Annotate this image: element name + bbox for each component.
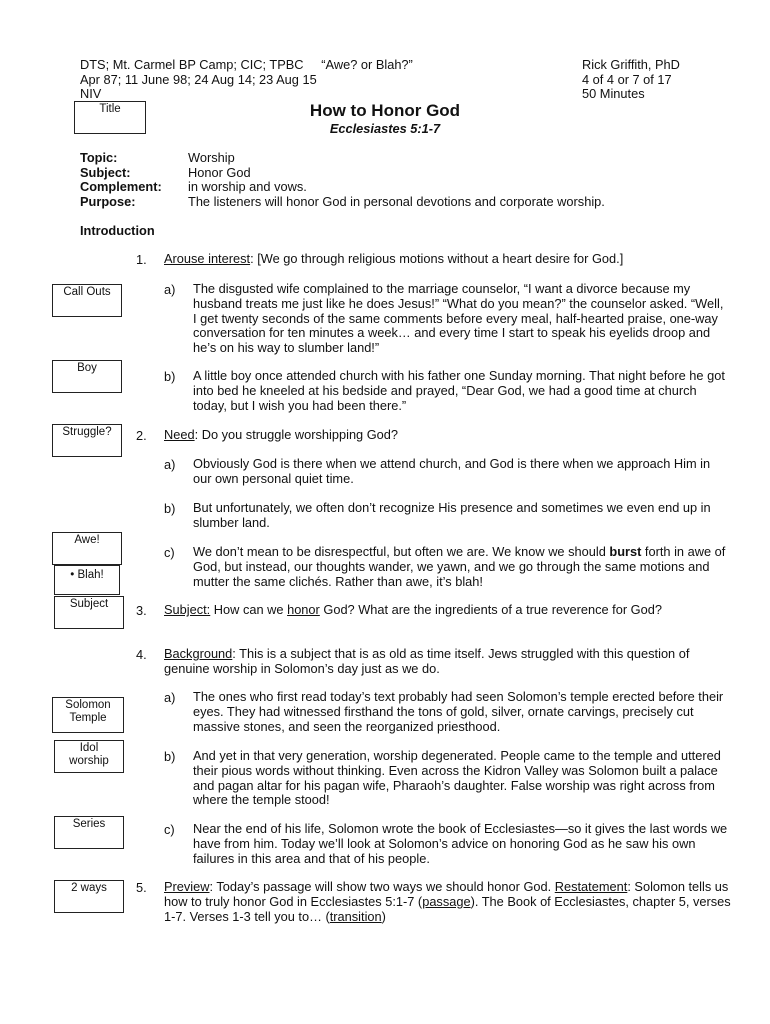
point-number: 4. (136, 647, 147, 662)
margin-box-title: Title (74, 101, 146, 134)
purpose-label: Purpose: (80, 193, 136, 209)
margin-box-call-outs: Call Outs (52, 284, 122, 317)
header-author: Rick Griffith, PhD (582, 57, 680, 72)
header-version: NIV (80, 86, 102, 101)
subpoint-boy-story: A little boy once attended church with his father one Sunday morning. That night before he got into bed he kneeled at his bedside and prayed, “Dear God, we had a good time at church today, but I wish you had been there.” (193, 368, 725, 413)
margin-box-series: Series (54, 816, 124, 849)
point-number: 5. (136, 880, 147, 895)
point-background: Background: This is a subject that is as old as time itself. Jews struggled with this question of genuine worship in Solomon’s day just as we do. (164, 646, 690, 676)
subpoint-letter: c) (164, 545, 175, 560)
point-subject: Subject: How can we honor God? What are the ingredients of a true reverence for God? (164, 602, 662, 617)
subpoint-letter: a) (164, 282, 176, 297)
header-part: 4 of 4 or 7 of 17 (582, 71, 672, 87)
header-venues: DTS; Mt. Carmel BP Camp; CIC; TPBC “Awe? or Blah?” (80, 57, 413, 72)
point-number: 1. (136, 252, 147, 267)
subpoint-divorce-story: The disgusted wife complained to the marriage counselor, “I want a divorce because my husband treats me just like he does Jesus!” “What do you mean?” the counselor asked. “Well, I get twenty seconds of the same comments before every meal, half-hearted praise, one-way conversation for ten minutes a week… and every time I start to speak his eyelids droop and he’s on his way to slumber land!” (193, 281, 724, 356)
margin-box-boy: Boy (52, 360, 122, 393)
subpoint-letter: a) (164, 457, 176, 472)
header-duration: 50 Minutes (582, 86, 645, 101)
header-right (582, 58, 680, 102)
introduction-heading: Introduction (80, 223, 155, 238)
point-number: 2. (136, 428, 147, 443)
point-need: Need: Do you struggle worshipping God? (164, 427, 399, 442)
point-preview: Preview: Today’s passage will show two ways we should honor God. Restatement: Solomon tells us how to truly honor God in Ecclesiastes 5:1-7 (passage). The Book of Ecclesiastes, chapter 5, verses 1-7. Verses 1-3 tell you to… (transition) (164, 879, 731, 924)
subpoint-letter: c) (164, 822, 175, 837)
header-left (80, 58, 413, 102)
subpoint-worship-degenerated: And yet in that very generation, worship degenerated. People came to the temple and uttered their pious words without thinking. Even across the Kidron Valley was Solomon built a palace and pagan altar for his pagan wife, Pharaoh’s daughter. False worship was right across from where the temple stood! (193, 748, 721, 808)
subpoint-letter: b) (164, 749, 176, 764)
subpoint-god-is-there: Obviously God is there when we attend church, and God is there when we approach Him in our own personal quiet time. (193, 456, 711, 486)
subpoint-solomon-temple: The ones who first read today’s text probably had seen Solomon’s temple erected before their eyes. They had witnessed firsthand the tons of gold, silver, ornate carvings, precisely cut massive stones, and seen the reorganized priesthood. (193, 689, 724, 734)
margin-box-struggle: Struggle? (52, 424, 122, 457)
margin-box-subject: Subject (54, 596, 124, 629)
header-dates: Apr 87; 11 June 98; 24 Aug 14; 23 Aug 15 (80, 71, 317, 87)
subject-value: Honor God (188, 164, 251, 180)
point-arouse-interest: Arouse interest: [We go through religious motions without a heart desire for God.] (164, 251, 624, 266)
sermon-title: How to Honor God (309, 101, 461, 120)
margin-box-idol-worship: Idol worship (54, 740, 124, 773)
margin-box-two-ways: 2 ways (54, 880, 124, 913)
subpoint-letter: b) (164, 501, 176, 516)
subpoint-slumber-land: But unfortunately, we often don’t recognize His presence and sometimes we even end up in slumber land. (193, 500, 711, 530)
complement-value: in worship and vows. (188, 179, 307, 194)
margin-box-solomon-temple: Solomon Temple (52, 697, 124, 733)
margin-box-blah: • Blah! (54, 565, 120, 595)
subject-label: Subject: (80, 164, 131, 180)
purpose-value: The listeners will honor God in personal devotions and corporate worship. (188, 193, 605, 209)
margin-box-awe: Awe! (52, 532, 122, 565)
complement-label: Complement: (80, 179, 162, 194)
topic-value: Worship (188, 150, 235, 165)
subpoint-awe-or-blah: We don’t mean to be disrespectful, but often we are. We know we should burst forth in awe of God, but instead, our thoughts wander, we yawn, and we go through the same motions and mutter the same clichés. Rather than awe, it’s blah! (193, 544, 726, 589)
subpoint-letter: a) (164, 690, 176, 705)
point-number: 3. (136, 603, 147, 618)
topic-label: Topic: (80, 150, 118, 165)
sermon-passage: Ecclesiastes 5:1-7 (329, 121, 441, 136)
subpoint-letter: b) (164, 369, 176, 384)
subpoint-ecclesiastes: Near the end of his life, Solomon wrote the book of Ecclesiastes—so it gives the last words we have from him. Today we’ll look at Solomon’s advice on honoring God as he saw his own failures in this area and that of his people. (193, 821, 728, 866)
